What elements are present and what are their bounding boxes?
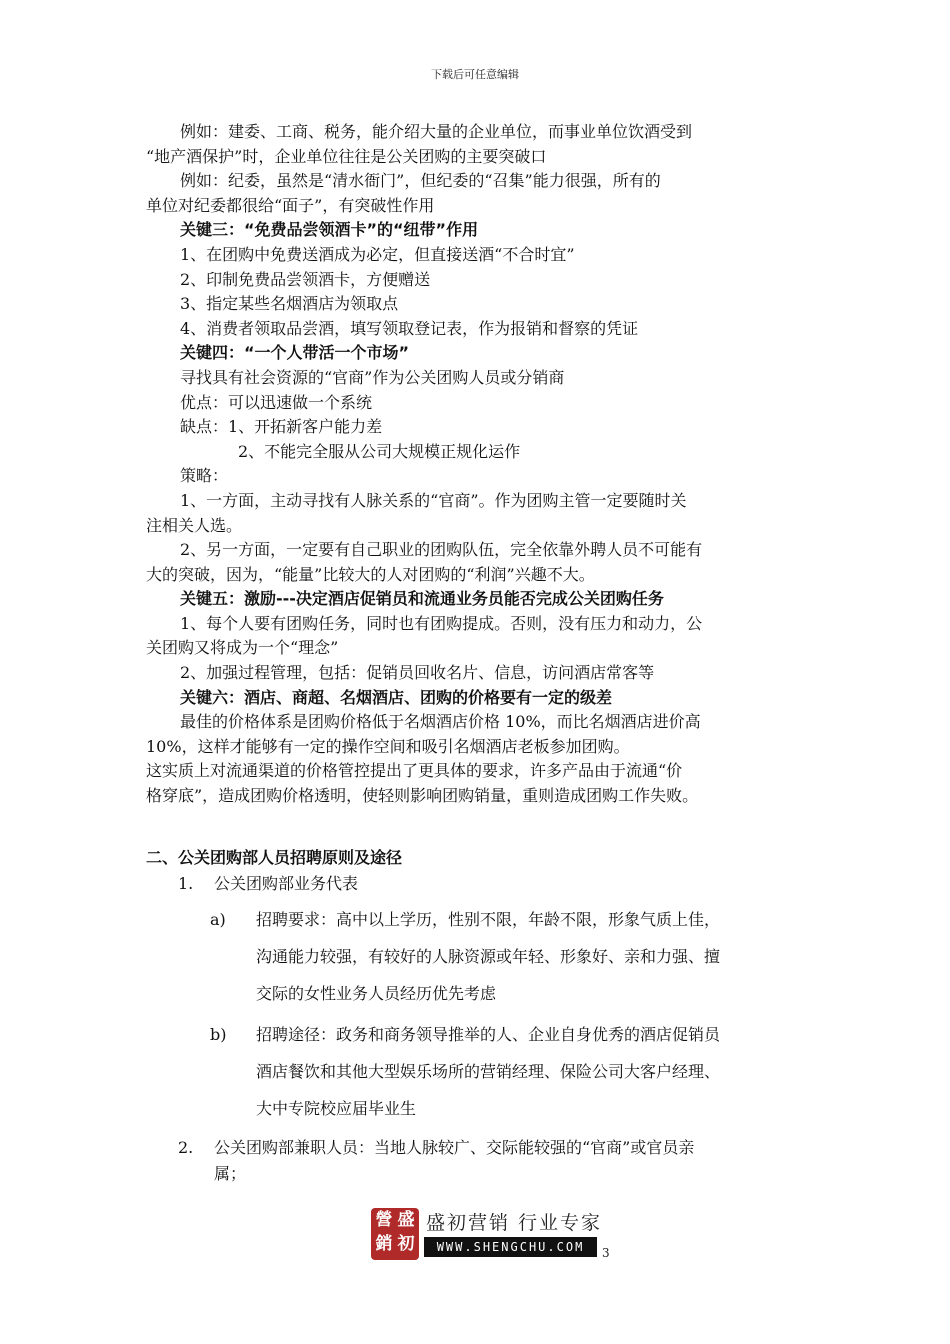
sub-item-line: 招聘要求：高中以上学历，性别不限，年龄不限，形象气质上佳， xyxy=(256,909,721,929)
website-url: WWW.SHENGCHU.COM xyxy=(424,1237,597,1257)
paragraph-line: 2、另一方面，一定要有自己职业的团购队伍，完全依靠外聘人员不可能有 xyxy=(180,540,703,560)
paragraph-line: 2、加强过程管理，包括：促销员回收名片、信息，访问酒店常客等 xyxy=(180,663,655,683)
paragraph-line: 大的突破，因为，“能量”比较大的人对团购的“利润”兴趣不大。 xyxy=(146,564,595,584)
paragraph-line: 例如：建委、工商、税务，能介绍大量的企业单位，而事业单位饮酒受到 xyxy=(180,122,693,141)
list-item: 2、印制免费品尝领酒卡，方便赠送 xyxy=(180,269,431,289)
sub-item-line: 酒店餐饮和其他大型娱乐场所的营销经理、保险公司大客户经理、 xyxy=(256,1061,721,1081)
paragraph-line: 缺点：1、开拓新客户能力差 xyxy=(180,417,383,437)
paragraph-line: 注相关人选。 xyxy=(146,515,243,535)
sub-item-label: a) xyxy=(210,909,226,929)
paragraph-line: 寻找具有社会资源的“官商”作为公关团购人员或分销商 xyxy=(180,367,565,387)
paragraph-line: 关团购又将成为一个“理念” xyxy=(146,638,339,658)
list-item: 3、指定某些名烟酒店为领取点 xyxy=(180,294,399,314)
paragraph-line: 这实质上对流通渠道的价格管控提出了更具体的要求，许多产品由于流通“价 xyxy=(146,761,683,781)
item-number: 1. xyxy=(178,873,194,893)
paragraph-line: 1、每个人要有团购任务，同时也有团购提成。否则，没有压力和动力，公 xyxy=(180,613,703,633)
key-heading: 关键五：激励---决定酒店促销员和流通业务员能否完成公关团购任务 xyxy=(180,589,664,609)
sub-item-line: 招聘途径：政务和商务领导推举的人、企业自身优秀的酒店促销员 xyxy=(256,1024,721,1044)
numbered-item xyxy=(146,1135,811,1187)
list-item: 1、在团购中免费送酒成为必定，但直接送酒“不合时宜” xyxy=(180,244,575,264)
paragraph-line: 10%，这样才能够有一定的操作空间和吸引名烟酒店老板参加团购。 xyxy=(146,736,630,756)
page-header-note: 下载后可任意编辑 xyxy=(431,68,519,81)
section-two xyxy=(146,846,811,1187)
section-title: 二、公关团购部人员招聘原则及途径 xyxy=(146,848,403,867)
shengchu-logo xyxy=(371,1208,601,1260)
paragraph-line: “地产酒保护”时，企业单位往往是公关团购的主要突破口 xyxy=(146,146,547,166)
key-heading: 关键四：“一个人带活一个市场” xyxy=(180,343,410,363)
sub-item-line: 大中专院校应届毕业生 xyxy=(256,1098,417,1118)
key-heading: 关键六：酒店、商超、名烟酒店、团购的价格要有一定的级差 xyxy=(180,687,613,707)
sub-item-b xyxy=(146,1016,811,1127)
seal-char: 初 xyxy=(397,1234,415,1254)
paragraph-line: 单位对纪委都很给“面子”，有突破性作用 xyxy=(146,195,435,215)
sub-item-line: 沟通能力较强，有较好的人脉资源或年轻、形象好、亲和力强、擅 xyxy=(256,946,721,966)
paragraph-line: 格穿底”，造成团购价格透明，使轻则影响团购销量，重则造成团购工作失败。 xyxy=(146,786,699,806)
sub-item-a xyxy=(146,901,811,1012)
item-number: 2. xyxy=(178,1137,194,1157)
item-label: 公关团购部业务代表 xyxy=(214,873,359,893)
item-continuation: 属； xyxy=(214,1163,247,1183)
page-number: 3 xyxy=(602,1246,610,1260)
sub-item-label: b) xyxy=(210,1024,227,1044)
paragraph-line: 1、一方面，主动寻找有人脉关系的“官商”。作为团购主管一定要随时关 xyxy=(180,490,687,510)
item-label: 公关团购部兼职人员：当地人脉较广、交际能较强的“官商”或官员亲 xyxy=(214,1137,695,1157)
brand-slogan: 盛初营销 行业专家 xyxy=(426,1212,603,1234)
key-heading: 关键三：“免费品尝领酒卡”的“纽带”作用 xyxy=(180,220,479,240)
seal-char: 營 xyxy=(375,1210,393,1230)
numbered-item xyxy=(146,871,811,897)
paragraph-line: 2、不能完全服从公司大规模正规化运作 xyxy=(238,441,521,461)
paragraph-line: 优点：可以迅速做一个系统 xyxy=(180,392,373,412)
seal-char: 銷 xyxy=(375,1234,393,1254)
sub-item-line: 交际的女性业务人员经历优先考虑 xyxy=(256,983,497,1003)
paragraph-line: 最佳的价格体系是团购价格低于名烟酒店价格 10%，而比名烟酒店进价高 xyxy=(180,712,701,732)
document-body xyxy=(146,120,811,809)
list-item: 4、消费者领取品尝酒，填写领取登记表，作为报销和督察的凭证 xyxy=(180,318,639,338)
paragraph-line: 策略： xyxy=(180,466,229,486)
seal-char: 盛 xyxy=(397,1210,415,1230)
paragraph-line: 例如：纪委，虽然是“清水衙门”，但纪委的“召集”能力很强，所有的 xyxy=(180,171,661,191)
seal-icon xyxy=(371,1208,419,1260)
